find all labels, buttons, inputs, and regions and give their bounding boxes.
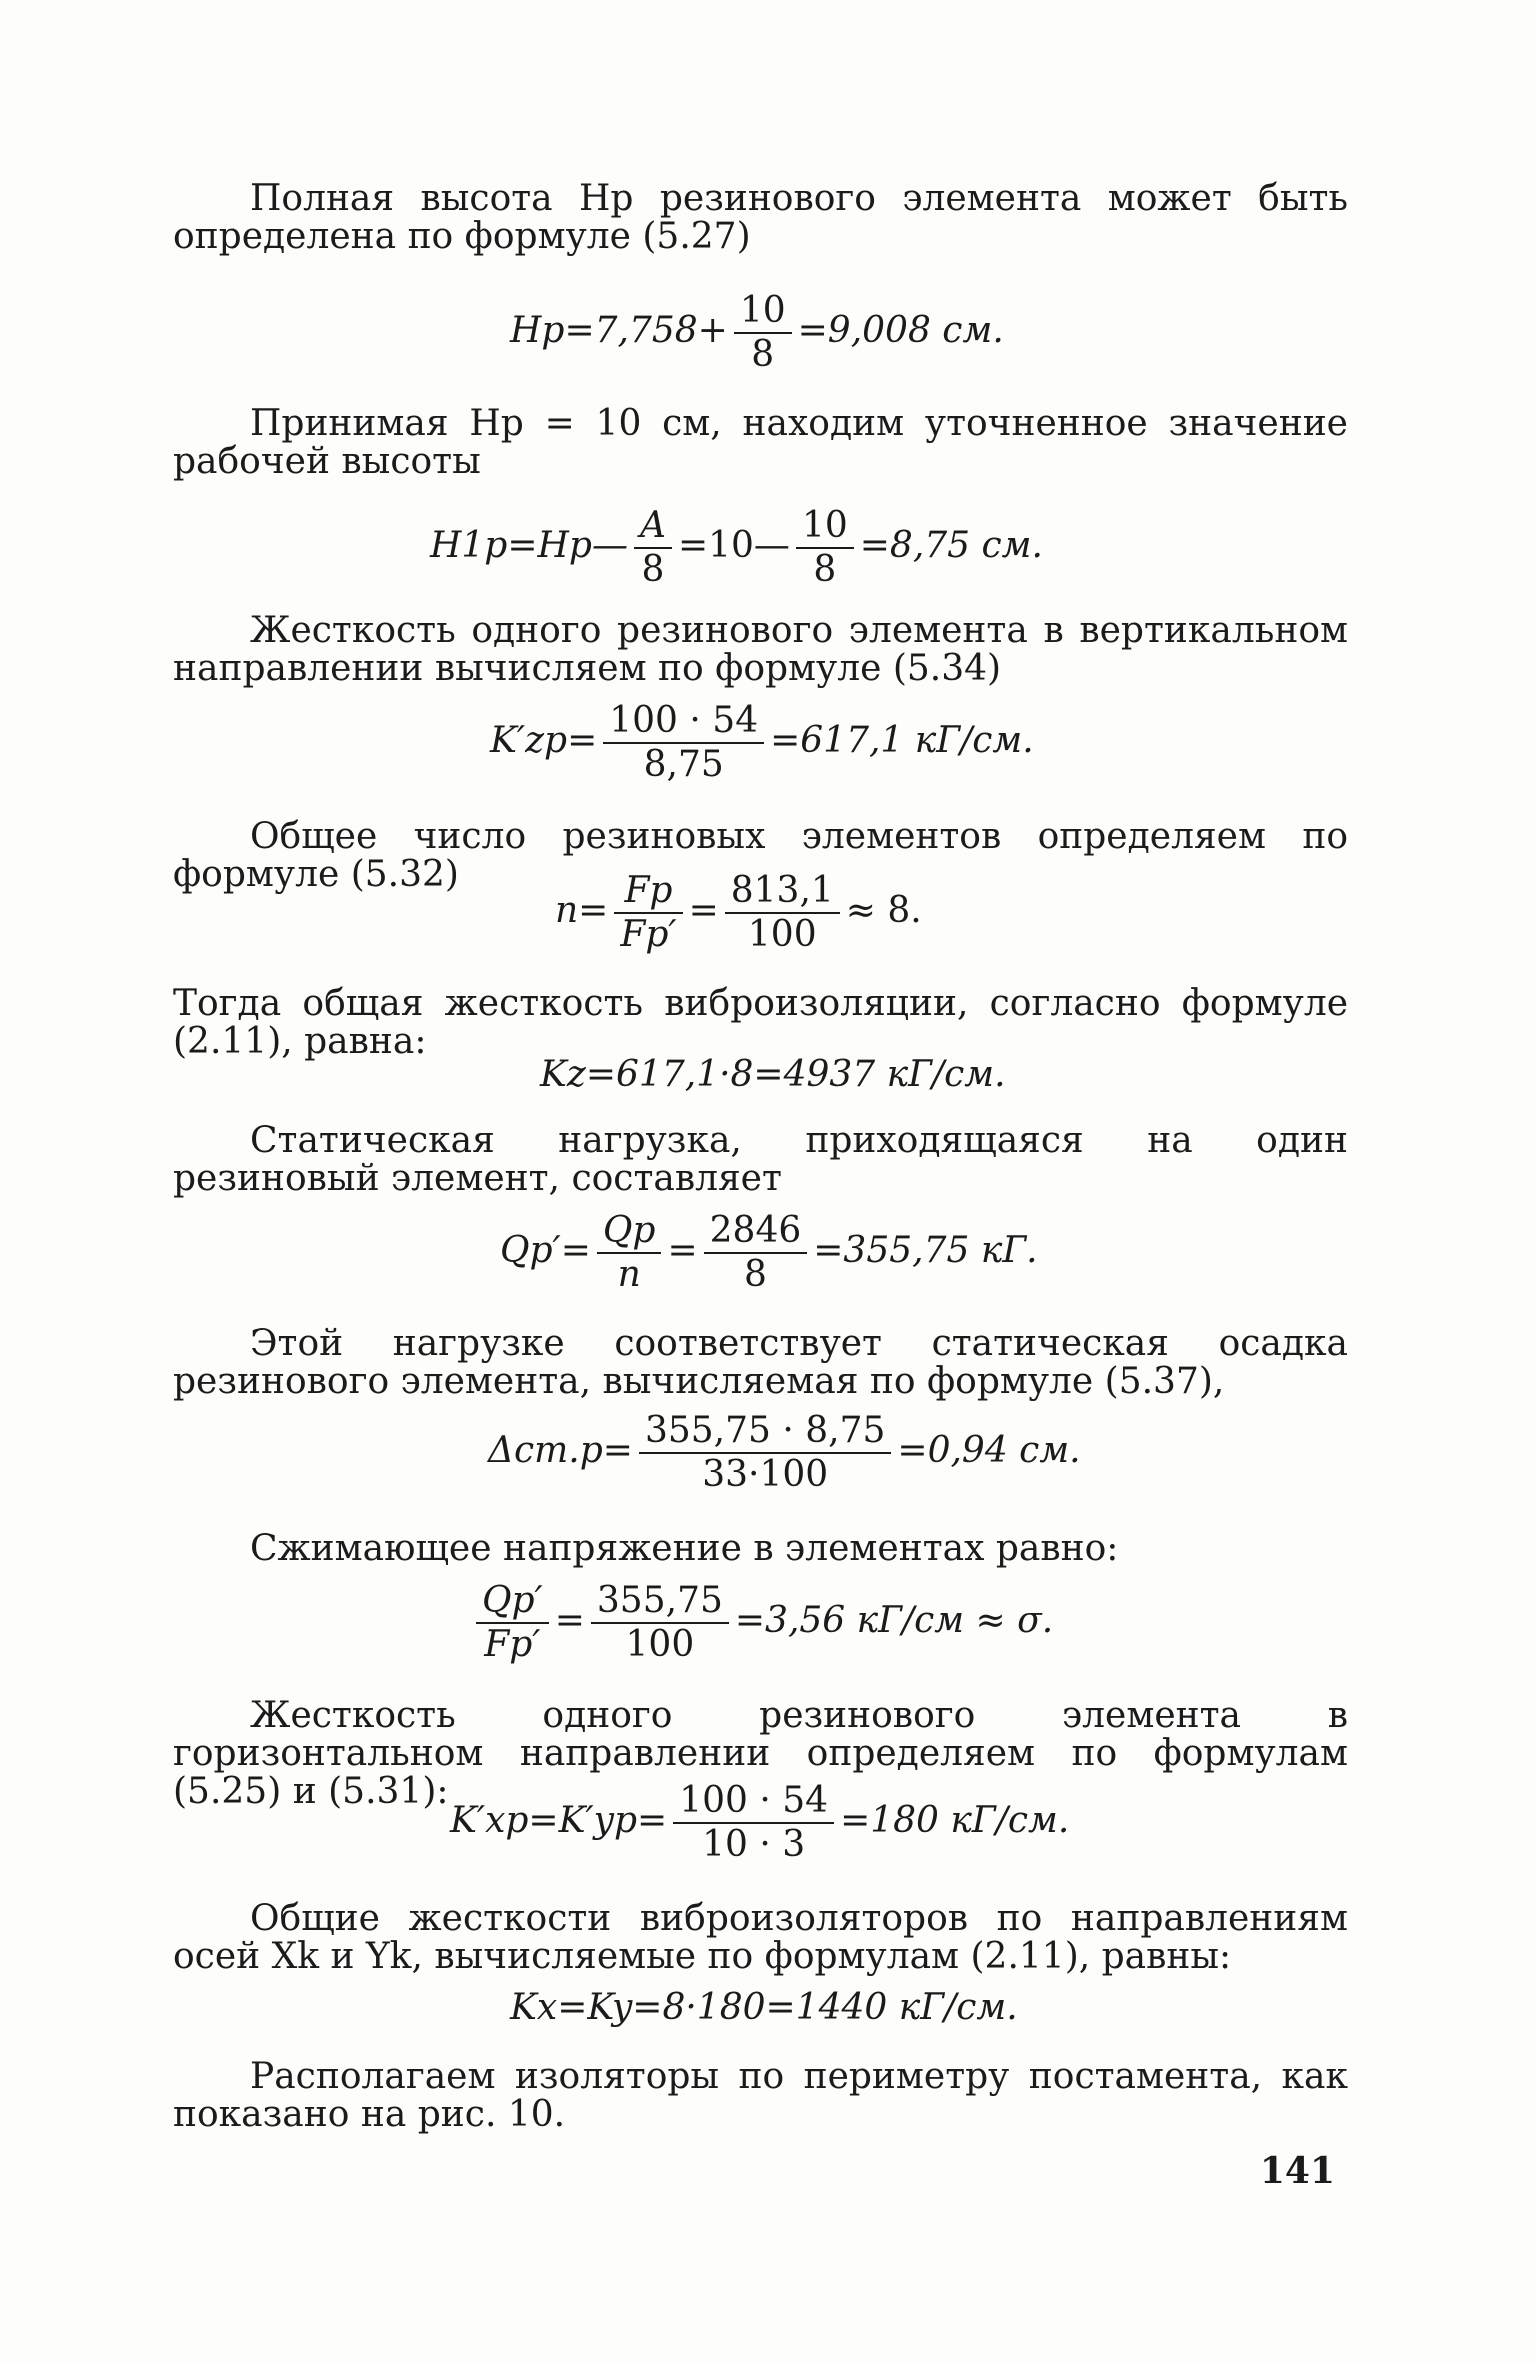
formula-total-height: Hр=7,758+ $\frac{10}{8}$ =9,008 см. [510, 290, 1004, 375]
formula-element-count: n= $\frac{Fр}{Fр'}$ = $\frac{813,1}{100}$ ≈ 8. [555, 870, 922, 955]
paragraph-11: Располагаем изоляторы по периметру постамента, как показано на рис. 10. [173, 2056, 1348, 2135]
paragraph-8: Сжимающее напряжение в элементах равно: [250, 1528, 1119, 1569]
paragraph-1: Полная высота Hр резинового элемента может быть определена по формуле (5.27) [173, 178, 1348, 257]
formula-static-load: Qр′= $\frac{Qр}{n}$ = $\frac{2846}{8}$ =355,75 кГ. [500, 1210, 1038, 1295]
formula-total-stiffness: Kz=617,1·8=4937 кГ/см. [540, 1054, 1006, 1095]
paragraph-2: Принимая Hр = 10 см, находим уточненное значение рабочей высоты [173, 403, 1348, 482]
paragraph-4: Общее число резиновых элементов определяем по формуле (5.32) [173, 816, 1348, 895]
paragraph-3: Жесткость одного резинового элемента в вертикальном направлении вычисляем по формуле (5.34) [173, 610, 1348, 689]
formula-working-height: H1р=Hр— $\frac{A}{8}$ =10— $\frac{10}{8}$ =8,75 см. [430, 505, 1043, 590]
page-number: 141 [1259, 2150, 1335, 2192]
formula-compressive-stress: $\frac{Qр'}{Fр'}$ = $\frac{355,75}{100}$ =3,56 кГ/см ≈ σ. [470, 1580, 1053, 1666]
paragraph-5: Тогда общая жесткость виброизоляции, согласно формуле (2.11), равна: [173, 983, 1348, 1062]
formula-static-deflection: Δст.р= $\frac{355,75 \cdot 8,75}{33\cdot 100}$ =0,94 см. [488, 1410, 1081, 1495]
paragraph-7: Этой нагрузке соответствует статическая осадка резинового элемента, вычисляемая по формуле (5.37), [173, 1323, 1348, 1402]
paragraph-6: Статическая нагрузка, приходящаяся на один резиновый элемент, составляет [173, 1120, 1348, 1199]
paragraph-10: Общие жесткости виброизоляторов по направлениям осей Xk и Yk, вычисляемые по формулам (2.11), равны: [173, 1898, 1348, 1977]
formula-vertical-stiffness: K′zр= $\frac{100 \cdot 54}{8,75}$ =617,1 кГ/см. [490, 700, 1034, 785]
formula-axis-stiffness: Kx=Ky=8·180=1440 кГ/см. [510, 1987, 1018, 2028]
formula-horizontal-stiffness: K′xр=K′yр= $\frac{100 \cdot 54}{10 \cdot 3}$ =180 кГ/см. [450, 1780, 1070, 1865]
paragraph-9: Жесткость одного резинового элемента в горизонтальном направлении определяем по формулам (5.25) и (5.31): [173, 1695, 1348, 1812]
